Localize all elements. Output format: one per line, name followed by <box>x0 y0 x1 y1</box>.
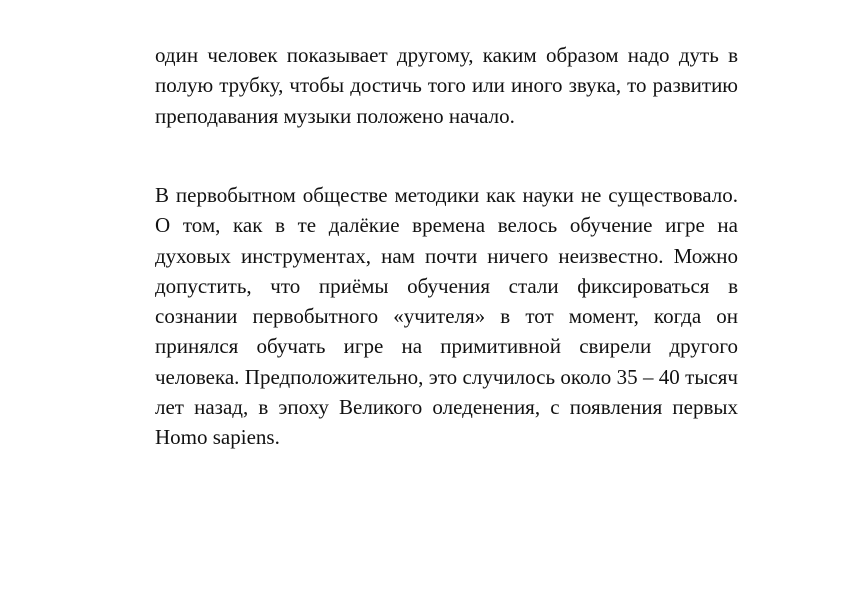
paragraph-primitive-society: В первобытном обществе методики как науки не существовало. О том, как в те далёкие времена велось обучение игре на духовых инструментах, нам почти ничего неизвестно. Можно допустить, что приёмы обучения стали фиксироваться в сознании первобытного «учителя» в тот момент, когда он принялся обучать игре на примитивной свирели другого человека. Предположительно, это случилось около 35 – 40 тысяч лет назад, в эпоху Великого оледенения, с появления первых Homo sapiens. <box>155 183 738 450</box>
paragraph-continuation: один человек показывает другому, каким образом надо дуть в полую трубку, чтобы достичь того или иного звука, то развитию преподавания музыки положено начало. <box>155 43 738 128</box>
